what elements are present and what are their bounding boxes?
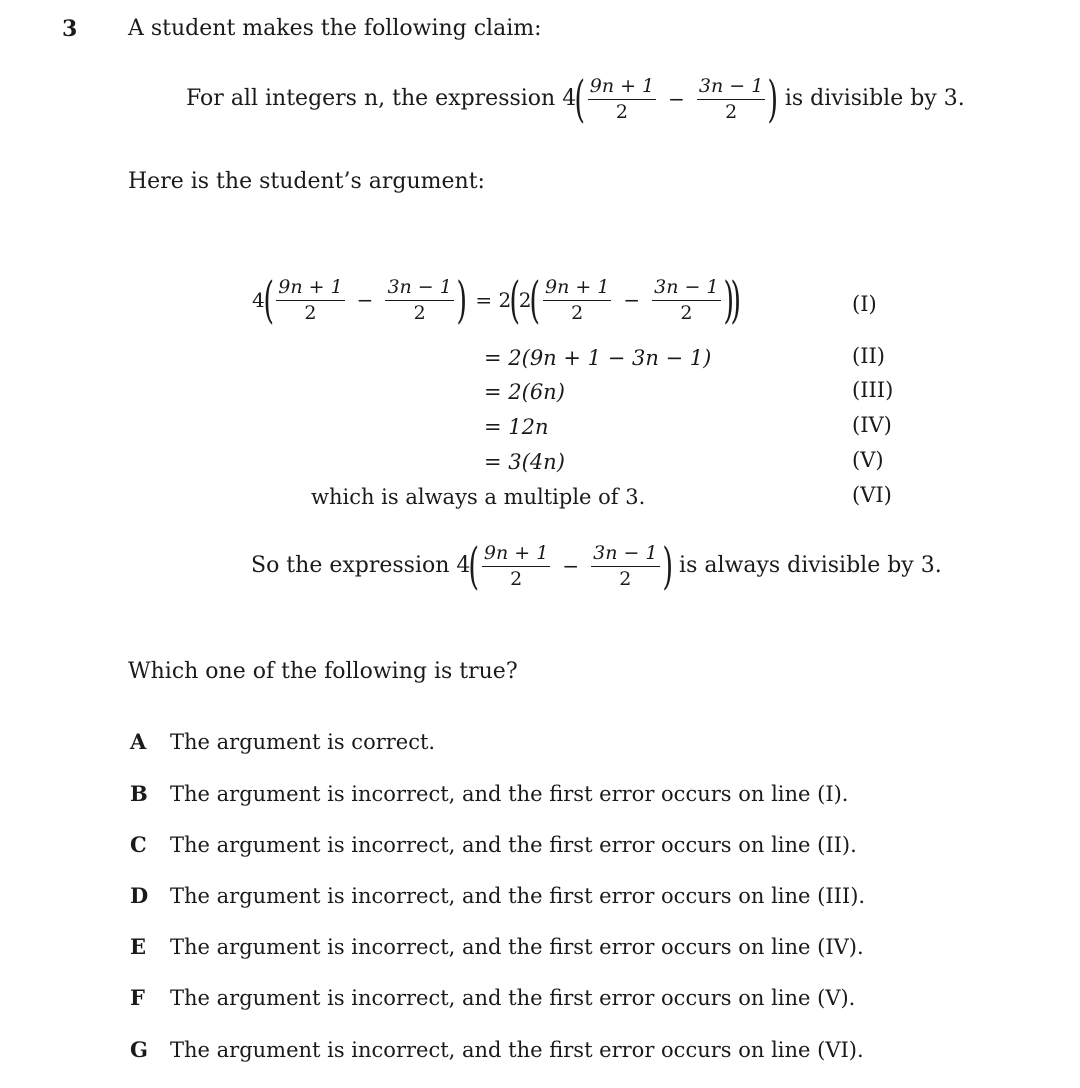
- question-number: 3: [62, 16, 78, 42]
- option-text: The argument is incorrect, and the first error occurs on line (I).: [170, 782, 849, 806]
- claim-before: For all integers n, the expression 4: [186, 86, 577, 111]
- fraction: $\frac{9n + 1}{2}$: [589, 75, 655, 123]
- option-letter: G: [130, 1037, 148, 1062]
- option-f[interactable]: [130, 985, 855, 1010]
- option-e[interactable]: [130, 934, 864, 959]
- fraction: $\frac{3n - 1}{2}$: [593, 542, 658, 590]
- line-label-2: (II): [852, 344, 885, 368]
- fraction: $\frac{9n + 1}{2}$: [483, 542, 549, 590]
- question-intro: A student makes the following claim:: [128, 16, 542, 41]
- fraction: $\frac{3n - 1}{2}$: [698, 75, 764, 123]
- option-text: The argument is incorrect, and the first error occurs on line (VI).: [170, 1038, 864, 1062]
- line-label-3: (III): [852, 378, 894, 402]
- conclusion-before: So the expression 4: [251, 553, 471, 578]
- option-letter: B: [130, 781, 148, 806]
- option-letter: F: [130, 985, 145, 1010]
- derivation-line-3: = 2(6n): [484, 380, 565, 404]
- option-text: The argument is incorrect, and the first error occurs on line (V).: [170, 986, 856, 1010]
- option-letter: C: [130, 832, 147, 857]
- option-d[interactable]: [130, 883, 865, 908]
- line-label-4: (IV): [852, 413, 892, 437]
- option-text: The argument is incorrect, and the first error occurs on line (II).: [170, 833, 857, 857]
- derivation-line-2: = 2(9n + 1 − 3n − 1): [484, 346, 712, 370]
- conclusion-after: is always divisible by 3.: [679, 553, 942, 578]
- option-c[interactable]: [130, 832, 857, 857]
- fraction: $\frac{9n + 1}{2}$: [544, 276, 610, 324]
- derivation-line-5: = 3(4n): [484, 450, 565, 474]
- option-text: The argument is incorrect, and the first error occurs on line (IV).: [170, 935, 864, 959]
- fraction: $\frac{3n - 1}{2}$: [387, 276, 452, 324]
- line-label-6: (VI): [852, 483, 892, 507]
- option-a[interactable]: [130, 729, 435, 754]
- option-g[interactable]: [130, 1037, 864, 1062]
- option-letter: A: [130, 729, 147, 754]
- derivation-line-4: = 12n: [484, 415, 549, 439]
- fraction: $\frac{9n + 1}{2}$: [278, 276, 343, 324]
- option-b[interactable]: [130, 781, 848, 806]
- claim-after: is divisible by 3.: [784, 86, 965, 111]
- conclusion-expression: ( $\frac{9n + 1}{2}$ − $\frac{3n - 1}{2}$ ): [468, 537, 673, 595]
- fraction: $\frac{3n - 1}{2}$: [654, 276, 719, 324]
- question-prompt: Which one of the following is true?: [128, 659, 518, 684]
- derivation-line-1: 4 ( $\frac{9n + 1}{2}$ − $\frac{3n - 1}{2}$ ) = 2 ( 2 ( $\frac{9n + 1}{2}$ − $\frac{3n - 1}{2}$ ) ): [252, 271, 742, 329]
- argument-intro: Here is the student’s argument:: [128, 169, 485, 194]
- claim-expression: ( $\frac{9n + 1}{2}$ − $\frac{3n - 1}{2}$ ): [574, 70, 779, 128]
- line-label-5: (V): [852, 448, 884, 472]
- claim-line: [186, 70, 965, 128]
- line-label-1: (I): [852, 292, 877, 316]
- conclusion-line: [251, 537, 942, 595]
- option-text: The argument is incorrect, and the first error occurs on line (III).: [170, 884, 866, 908]
- derivation-final: which is always a multiple of 3.: [311, 485, 646, 509]
- option-text: The argument is correct.: [170, 730, 436, 754]
- option-letter: D: [130, 883, 149, 908]
- option-letter: E: [130, 934, 147, 959]
